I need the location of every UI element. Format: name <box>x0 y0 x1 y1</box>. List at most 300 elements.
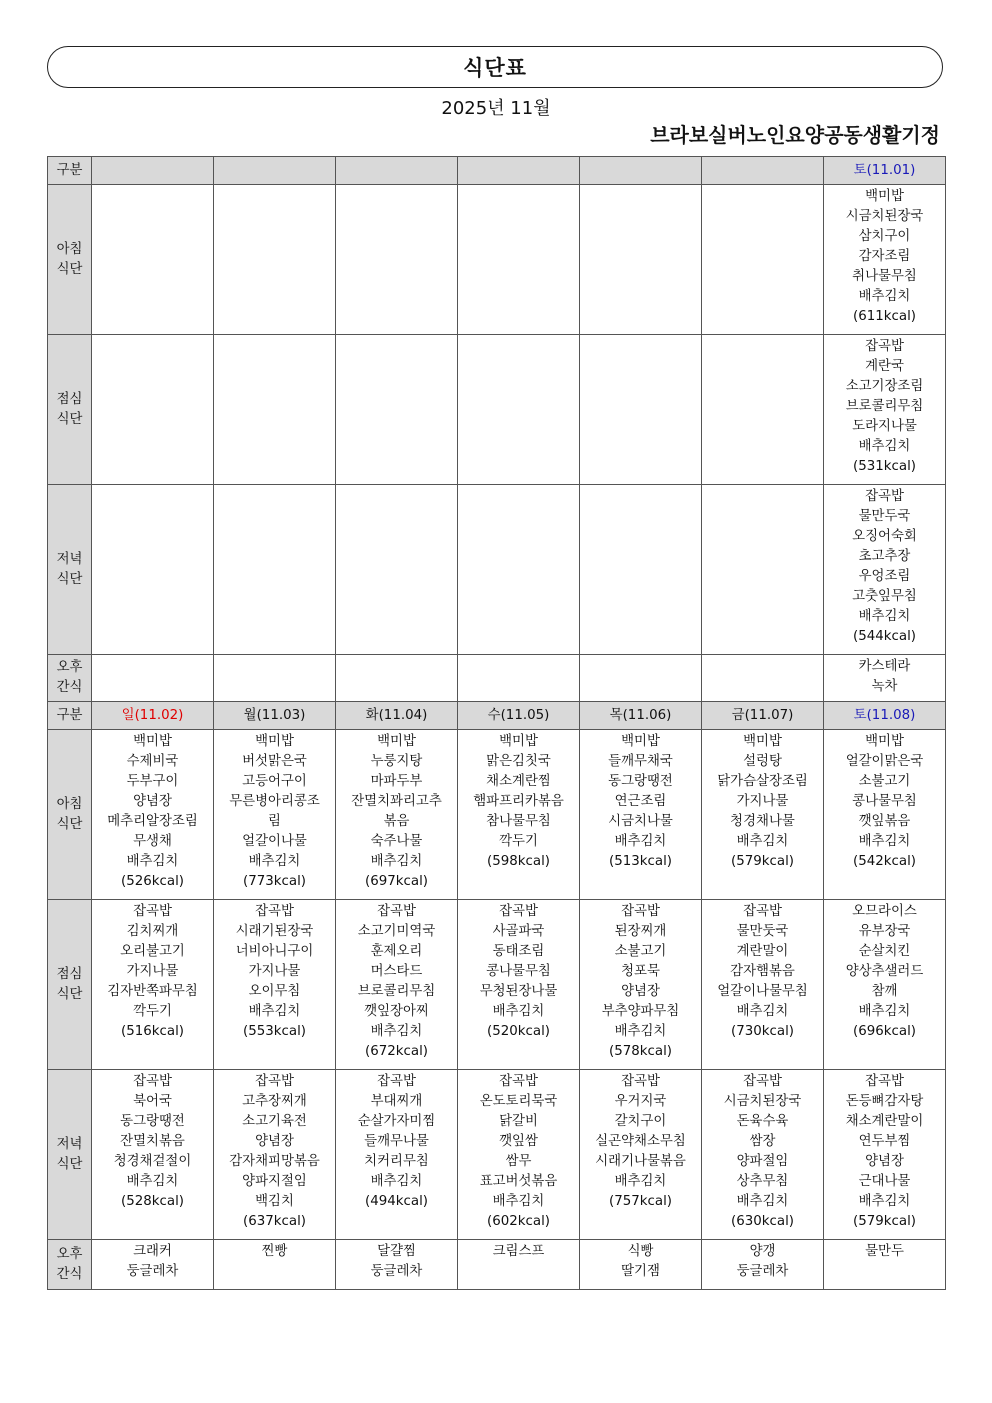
menu-item: 숙주나물 <box>370 834 423 849</box>
menu-item: 오리불고기 <box>120 944 185 959</box>
menu-cell <box>702 900 824 1070</box>
menu-item: 설렁탕 <box>743 754 782 769</box>
menu-item: 우거지국 <box>614 1094 667 1109</box>
menu-item: 백미밥 <box>621 734 660 749</box>
day-header <box>702 157 824 185</box>
menu-cell <box>702 185 824 335</box>
row-label-text: 아침 <box>56 241 83 257</box>
menu-item: 수제비국 <box>126 754 179 769</box>
day-header <box>580 157 702 185</box>
menu-item: 사골파국 <box>492 924 545 939</box>
menu-cell <box>336 1240 458 1290</box>
menu-item: 잔멸치꽈리고추 <box>351 794 442 809</box>
menu-cell <box>92 485 214 655</box>
menu-item: 마파두부 <box>370 774 423 789</box>
day-header <box>214 157 336 185</box>
menu-item: 두부구이 <box>126 774 179 789</box>
menu-item: 가지나물 <box>126 964 179 979</box>
menu-item: 배추김치 <box>858 609 911 624</box>
menu-cell <box>336 335 458 485</box>
menu-table <box>47 156 946 1290</box>
menu-item: 도라지나물 <box>852 419 917 434</box>
menu-item: 북어국 <box>133 1094 172 1109</box>
menu-item: 배추김치 <box>614 1024 667 1039</box>
day-header: 토(11.01) <box>824 157 946 185</box>
row-label-text: 간식 <box>56 1266 83 1282</box>
menu-cell <box>336 185 458 335</box>
day-header: 수(11.05) <box>458 702 580 730</box>
row-label-text: 점심 <box>56 966 83 982</box>
menu-cell <box>336 900 458 1070</box>
menu-cell <box>214 185 336 335</box>
menu-item: 메추리알장조림 <box>107 814 198 829</box>
menu-item: 백미밥 <box>255 734 294 749</box>
menu-item: 얼갈이맑은국 <box>845 754 924 769</box>
menu-cell <box>92 655 214 702</box>
menu-item: 표고버섯볶음 <box>479 1174 558 1189</box>
menu-item: 들깨무채국 <box>608 754 673 769</box>
menu-item: 고추장찌개 <box>242 1094 307 1109</box>
menu-item: (630kcal) <box>730 1214 795 1229</box>
menu-item: 배추김치 <box>858 834 911 849</box>
menu-cell <box>92 185 214 335</box>
menu-cell <box>824 1070 946 1240</box>
menu-item: 배추김치 <box>858 289 911 304</box>
menu-item: 깻잎장아찌 <box>364 1004 429 1019</box>
menu-cell <box>214 900 336 1070</box>
menu-item: (757kcal) <box>608 1194 673 1209</box>
menu-cell <box>214 1240 336 1290</box>
menu-cell <box>702 730 824 900</box>
menu-item: 잡곡밥 <box>865 1074 904 1089</box>
menu-cell <box>824 900 946 1070</box>
breakfast-label <box>48 185 92 335</box>
menu-cell <box>580 335 702 485</box>
menu-cell <box>92 1240 214 1290</box>
menu-item: 둥글레차 <box>126 1264 179 1279</box>
row-label-text: 식단 <box>56 1156 83 1172</box>
menu-item: 삼치구이 <box>858 229 911 244</box>
menu-cell <box>580 1070 702 1240</box>
menu-item: 잡곡밥 <box>377 904 416 919</box>
menu-item: (526kcal) <box>120 874 185 889</box>
menu-cell <box>92 730 214 900</box>
menu-item: 맑은김칫국 <box>486 754 551 769</box>
menu-item: 김자반쪽파무침 <box>107 984 198 999</box>
menu-item: 잡곡밥 <box>133 904 172 919</box>
lunch-row <box>48 900 946 1070</box>
menu-item: (520kcal) <box>486 1024 551 1039</box>
menu-item: 갈치구이 <box>614 1114 667 1129</box>
menu-item: 깍두기 <box>133 1004 172 1019</box>
menu-item: 초고추장 <box>858 549 911 564</box>
menu-cell <box>580 655 702 702</box>
menu-item: 브로콜리무침 <box>357 984 436 999</box>
menu-item: 잡곡밥 <box>255 1074 294 1089</box>
menu-item: 브로콜리무침 <box>845 399 924 414</box>
menu-cell <box>92 900 214 1070</box>
menu-cell <box>214 730 336 900</box>
menu-cell <box>336 730 458 900</box>
menu-item: 크림스프 <box>492 1244 545 1259</box>
menu-item: 동그랑땡전 <box>608 774 673 789</box>
menu-item: 근대나물 <box>858 1174 911 1189</box>
menu-item: 잡곡밥 <box>255 904 294 919</box>
menu-item: 무생채 <box>133 834 172 849</box>
menu-item: 참나물무침 <box>486 814 551 829</box>
menu-item: 녹차 <box>871 679 898 694</box>
menu-item: 소고기육전 <box>242 1114 307 1129</box>
menu-item: 취나물무침 <box>852 269 917 284</box>
menu-cell <box>214 485 336 655</box>
menu-cell <box>702 335 824 485</box>
menu-item: 감자햄볶음 <box>730 964 795 979</box>
menu-item: 동태조림 <box>492 944 545 959</box>
menu-item: 배추김치 <box>370 1174 423 1189</box>
row-label-text: 식단 <box>56 571 83 587</box>
menu-item: 딸기잼 <box>621 1264 660 1279</box>
menu-item: (542kcal) <box>852 854 917 869</box>
menu-item: 잡곡밥 <box>743 1074 782 1089</box>
snack-label <box>48 655 92 702</box>
menu-cell <box>214 1070 336 1240</box>
menu-item: 돈육수육 <box>736 1114 789 1129</box>
menu-item: 가지나물 <box>248 964 301 979</box>
menu-item: (531kcal) <box>852 459 917 474</box>
menu-item: 물만두국 <box>858 509 911 524</box>
menu-item: 배추김치 <box>736 1194 789 1209</box>
menu-item: 가지나물 <box>736 794 789 809</box>
menu-item: 순살치킨 <box>858 944 911 959</box>
menu-item: 배추김치 <box>736 834 789 849</box>
menu-item: 백미밥 <box>743 734 782 749</box>
menu-cell <box>458 185 580 335</box>
menu-item: (513kcal) <box>608 854 673 869</box>
menu-item: 양갱 <box>749 1244 776 1259</box>
menu-item: 버섯맑은국 <box>242 754 307 769</box>
menu-item: (544kcal) <box>852 629 917 644</box>
menu-item: (602kcal) <box>486 1214 551 1229</box>
menu-item: 배추김치 <box>858 1004 911 1019</box>
menu-item: 누룽지탕 <box>370 754 423 769</box>
menu-item: 양파지절임 <box>242 1174 307 1189</box>
lunch-label <box>48 335 92 485</box>
menu-cell <box>580 730 702 900</box>
menu-cell <box>824 335 946 485</box>
menu-item: 닭가슴살장조림 <box>717 774 808 789</box>
menu-item: 쌈장 <box>749 1134 776 1149</box>
row-label-text: 식단 <box>56 816 83 832</box>
menu-item: 연근조림 <box>614 794 667 809</box>
menu-item: 김치찌개 <box>126 924 179 939</box>
menu-item: 깻잎쌈 <box>499 1134 538 1149</box>
menu-item: (672kcal) <box>364 1044 429 1059</box>
row-label-text: 식단 <box>56 411 83 427</box>
menu-cell <box>580 900 702 1070</box>
menu-cell <box>336 1070 458 1240</box>
menu-item: 물만둣국 <box>736 924 789 939</box>
menu-item: 잡곡밥 <box>133 1074 172 1089</box>
menu-item: (637kcal) <box>242 1214 307 1229</box>
menu-item: (516kcal) <box>120 1024 185 1039</box>
menu-item: 순살가자미찜 <box>357 1114 436 1129</box>
menu-item: (528kcal) <box>120 1194 185 1209</box>
menu-cell <box>458 335 580 485</box>
menu-item: 시금치된장국 <box>723 1094 802 1109</box>
menu-item: 볶음 <box>383 814 410 829</box>
menu-item: 배추김치 <box>492 1004 545 1019</box>
menu-item: 오므라이스 <box>852 904 917 919</box>
menu-item: 림 <box>268 814 281 829</box>
menu-cell <box>92 1070 214 1240</box>
menu-item: 식빵 <box>627 1244 654 1259</box>
menu-item: (494kcal) <box>364 1194 429 1209</box>
day-header: 목(11.06) <box>580 702 702 730</box>
row-label-text: 식단 <box>56 986 83 1002</box>
menu-cell <box>702 655 824 702</box>
menu-item: 배추김치 <box>248 1004 301 1019</box>
menu-item: (579kcal) <box>730 854 795 869</box>
menu-item: 물만두 <box>865 1244 904 1259</box>
menu-item: 배추김치 <box>614 834 667 849</box>
day-header: 월(11.03) <box>214 702 336 730</box>
row-label-text: 간식 <box>56 680 83 695</box>
menu-item: 채소계란말이 <box>845 1114 924 1129</box>
menu-item: 배추김치 <box>370 1024 423 1039</box>
row-label-text: 점심 <box>56 391 83 407</box>
menu-item: 연두부찜 <box>858 1134 911 1149</box>
day-header <box>458 157 580 185</box>
menu-item: 배추김치 <box>492 1194 545 1209</box>
snack-row <box>48 655 946 702</box>
menu-item: 유부장국 <box>858 924 911 939</box>
menu-item: (578kcal) <box>608 1044 673 1059</box>
menu-item: 배추김치 <box>858 439 911 454</box>
menu-item: 고등어구이 <box>242 774 307 789</box>
page-title-box <box>47 46 943 88</box>
menu-cell <box>580 1240 702 1290</box>
menu-item: 고춧잎무침 <box>852 589 917 604</box>
menu-item: 시래기나물볶음 <box>595 1154 686 1169</box>
menu-item: (697kcal) <box>364 874 429 889</box>
menu-item: 달걀찜 <box>377 1244 416 1259</box>
day-header: 금(11.07) <box>702 702 824 730</box>
day-header: 일(11.02) <box>92 702 214 730</box>
menu-item: (773kcal) <box>242 874 307 889</box>
lunch-row <box>48 335 946 485</box>
organization-name: 브라보실버노인요양공동생활기정 <box>650 123 940 147</box>
menu-cell <box>702 1240 824 1290</box>
menu-item: 소고기미역국 <box>357 924 436 939</box>
menu-item: 잡곡밥 <box>865 489 904 504</box>
menu-item: 백김치 <box>255 1194 294 1209</box>
menu-cell <box>824 185 946 335</box>
menu-item: 양념장 <box>133 794 172 809</box>
menu-item: 실곤약채소무침 <box>595 1134 686 1149</box>
menu-item: 카스테라 <box>858 659 911 674</box>
menu-item: 잡곡밥 <box>865 339 904 354</box>
dinner-row <box>48 1070 946 1240</box>
menu-item: 감자채피망볶음 <box>229 1154 320 1169</box>
menu-item: 백미밥 <box>133 734 172 749</box>
menu-item: 너비아니구이 <box>235 944 314 959</box>
menu-item: 참깨 <box>871 984 898 999</box>
menu-item: 오이무침 <box>248 984 301 999</box>
menu-item: 양상추샐러드 <box>845 964 924 979</box>
day-header: 토(11.08) <box>824 702 946 730</box>
menu-item: 청포묵 <box>621 964 660 979</box>
menu-item: 동그랑땡전 <box>120 1114 185 1129</box>
menu-item: 찐빵 <box>261 1244 288 1259</box>
menu-item: 콩나물무침 <box>852 794 917 809</box>
menu-item: 닭갈비 <box>499 1114 538 1129</box>
menu-cell <box>458 655 580 702</box>
menu-cell <box>458 730 580 900</box>
menu-item: 둥글레차 <box>370 1264 423 1279</box>
menu-item: 훈제오리 <box>370 944 423 959</box>
menu-item: (553kcal) <box>242 1024 307 1039</box>
menu-item: 된장찌개 <box>614 924 667 939</box>
menu-item: 소불고기 <box>858 774 911 789</box>
breakfast-label <box>48 730 92 900</box>
menu-cell <box>214 655 336 702</box>
menu-cell <box>336 485 458 655</box>
lunch-label <box>48 900 92 1070</box>
menu-item: 잡곡밥 <box>621 904 660 919</box>
menu-item: 얼갈이나물 <box>242 834 307 849</box>
menu-item: 양파절임 <box>736 1154 789 1169</box>
menu-item: 시래기된장국 <box>235 924 314 939</box>
menu-cell <box>458 900 580 1070</box>
menu-item: 무른병아리콩조 <box>229 794 320 809</box>
menu-item: 잡곡밥 <box>743 904 782 919</box>
menu-item: 온도토리묵국 <box>479 1094 558 1109</box>
menu-item: 깍두기 <box>499 834 538 849</box>
menu-item: 콩나물무침 <box>486 964 551 979</box>
menu-item: (730kcal) <box>730 1024 795 1039</box>
day-header: 화(11.04) <box>336 702 458 730</box>
day-header-row <box>48 702 946 730</box>
menu-item: 시금치나물 <box>608 814 673 829</box>
day-header-row <box>48 157 946 185</box>
menu-item: 소고기장조림 <box>845 379 924 394</box>
category-label: 구분 <box>48 157 92 185</box>
menu-item: 배추김치 <box>126 1174 179 1189</box>
menu-item: 부추양파무침 <box>601 1004 680 1019</box>
menu-item: 상추무침 <box>736 1174 789 1189</box>
menu-item: 청경채나물 <box>730 814 795 829</box>
menu-cell <box>824 655 946 702</box>
menu-item: 머스타드 <box>370 964 423 979</box>
menu-item: 우엉조림 <box>858 569 911 584</box>
menu-item: 햄파프리카볶음 <box>473 794 564 809</box>
menu-cell <box>580 485 702 655</box>
menu-cell <box>214 335 336 485</box>
menu-item: 양념장 <box>621 984 660 999</box>
menu-cell <box>92 335 214 485</box>
menu-item: 백미밥 <box>865 189 904 204</box>
row-label-text: 아침 <box>56 796 83 812</box>
menu-item: 배추김치 <box>736 1004 789 1019</box>
day-header <box>92 157 214 185</box>
menu-cell <box>824 730 946 900</box>
snack-label <box>48 1240 92 1290</box>
menu-item: 배추김치 <box>858 1194 911 1209</box>
menu-item: 배추김치 <box>614 1174 667 1189</box>
page-title: 식단표 <box>463 56 527 80</box>
row-label-text: 저녁 <box>56 551 83 567</box>
menu-item: 얼갈이나물무침 <box>717 984 808 999</box>
menu-item: 쌈무 <box>505 1154 532 1169</box>
menu-item: 배추김치 <box>248 854 301 869</box>
menu-item: 크래커 <box>133 1244 172 1259</box>
menu-cell <box>458 1240 580 1290</box>
menu-cell <box>580 185 702 335</box>
menu-item: 시금치된장국 <box>845 209 924 224</box>
breakfast-row <box>48 730 946 900</box>
menu-item: 잡곡밥 <box>499 904 538 919</box>
menu-item: 들깨무나물 <box>364 1134 429 1149</box>
menu-item: (611kcal) <box>852 309 917 324</box>
menu-item: 채소계란찜 <box>486 774 551 789</box>
menu-item: 계란국 <box>865 359 904 374</box>
menu-item: 배추김치 <box>370 854 423 869</box>
menu-item: 백미밥 <box>865 734 904 749</box>
menu-item: (598kcal) <box>486 854 551 869</box>
dinner-label <box>48 1070 92 1240</box>
row-label-text: 저녁 <box>56 1136 83 1152</box>
menu-item: 오징어숙회 <box>852 529 917 544</box>
menu-cell <box>824 485 946 655</box>
day-header <box>336 157 458 185</box>
menu-item: 치커리무침 <box>364 1154 429 1169</box>
menu-item: 백미밥 <box>377 734 416 749</box>
menu-item: 잔멸치볶음 <box>120 1134 185 1149</box>
row-label-text: 오후 <box>56 1246 83 1262</box>
breakfast-row <box>48 185 946 335</box>
menu-item: 잡곡밥 <box>499 1074 538 1089</box>
menu-item: 무청된장나물 <box>479 984 558 999</box>
menu-cell <box>336 655 458 702</box>
menu-item: 청경채겉절이 <box>113 1154 192 1169</box>
menu-item: 감자조림 <box>858 249 911 264</box>
menu-cell <box>702 485 824 655</box>
snack-row <box>48 1240 946 1290</box>
menu-item: 잡곡밥 <box>621 1074 660 1089</box>
menu-item: 배추김치 <box>126 854 179 869</box>
menu-item: 깻잎볶음 <box>858 814 911 829</box>
row-label-text: 식단 <box>56 261 83 277</box>
menu-item: 양념장 <box>865 1154 904 1169</box>
menu-item: 소불고기 <box>614 944 667 959</box>
menu-item: 백미밥 <box>499 734 538 749</box>
menu-item: (696kcal) <box>852 1024 917 1039</box>
row-label-text: 오후 <box>56 660 83 675</box>
menu-cell <box>824 1240 946 1290</box>
menu-cell <box>458 1070 580 1240</box>
menu-cell <box>702 1070 824 1240</box>
menu-item: 둥글레차 <box>736 1264 789 1279</box>
dinner-label <box>48 485 92 655</box>
menu-item: 계란말이 <box>736 944 789 959</box>
menu-item: 돈등뼈감자탕 <box>845 1094 924 1109</box>
category-label: 구분 <box>48 702 92 730</box>
menu-cell <box>458 485 580 655</box>
menu-item: 양념장 <box>255 1134 294 1149</box>
period-label: 2025년 11월 <box>441 98 551 119</box>
menu-item: 부대찌개 <box>370 1094 423 1109</box>
dinner-row <box>48 485 946 655</box>
